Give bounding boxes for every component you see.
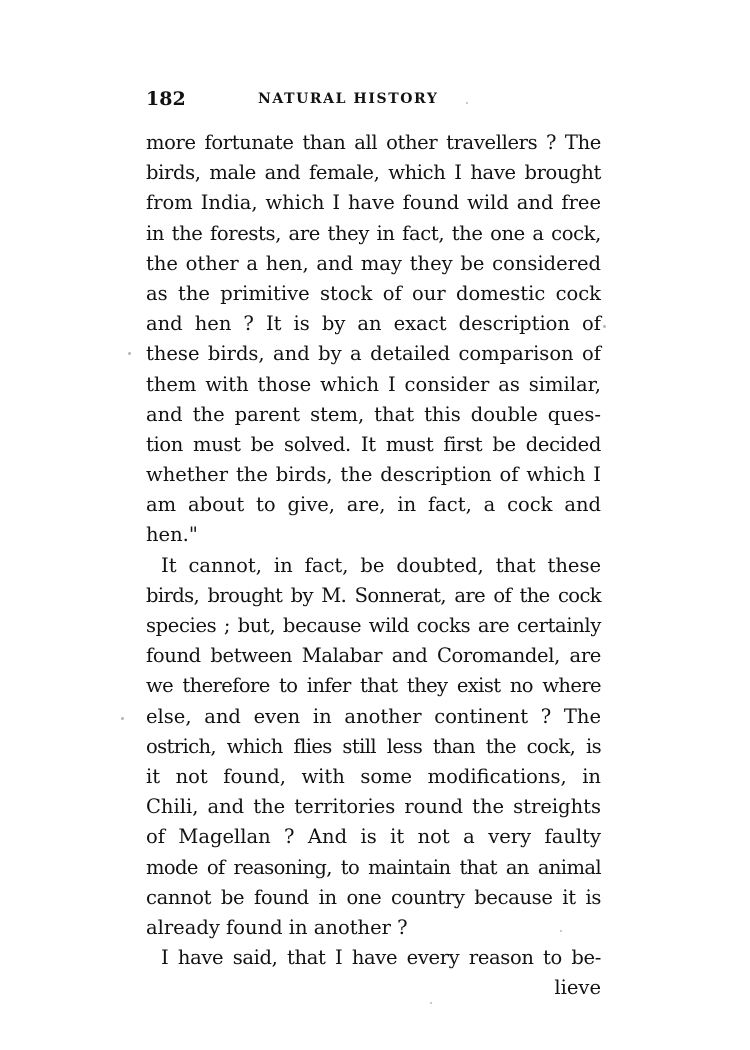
text-line: and hen ? It is by an exact description of: [146, 312, 601, 336]
text-line: in the forests, are they in fact, the one a cock,: [146, 221, 601, 245]
text-line: ostrich, which flies still less than the cock, is: [146, 734, 601, 758]
text-line: the other a hen, and may they be considered: [146, 251, 601, 275]
text-line: them with those which I consider as similar,: [146, 372, 601, 396]
text-line: we therefore to infer that they exist no where: [146, 674, 601, 698]
text-line: am about to give, are, in fact, a cock and: [146, 493, 601, 517]
text-line: and the parent stem, that this double ques-: [146, 402, 601, 426]
text-line: from India, which I have found wild and free: [146, 191, 601, 215]
paper-speck: [560, 930, 562, 932]
paper-speck: [121, 717, 124, 720]
page-number: 182: [146, 88, 186, 110]
text-line: more fortunate than all other travellers ? The: [146, 131, 601, 154]
paragraph-first-line: It cannot, in fact, be doubted, that these: [161, 553, 601, 577]
running-head: [146, 88, 466, 114]
text-line: it not found, with some modifications, in: [146, 764, 601, 788]
running-title: NATURAL HISTORY: [258, 91, 439, 107]
paper-speck: [603, 325, 606, 328]
paper-speck: [466, 102, 468, 104]
text-line: birds, male and female, which I have brought: [146, 161, 601, 185]
body-text: [146, 128, 601, 1003]
text-line: these birds, and by a detailed comparison of: [146, 342, 601, 366]
text-line: tion must be solved. It must first be decided: [146, 432, 601, 456]
paragraph-first-line: I have said, that I have every reason to be-: [161, 946, 601, 970]
text-line: as the primitive stock of our domestic cock: [146, 281, 601, 305]
text-line: whether the birds, the description of which I: [146, 463, 601, 487]
text-line: species ; but, because wild cocks are certainly: [146, 614, 601, 637]
paper-speck: [430, 1002, 432, 1004]
text-line: found between Malabar and Coromandel, are: [146, 644, 601, 668]
paper-speck: [128, 352, 131, 355]
text-line: hen.": [146, 523, 198, 547]
text-line: of Magellan ? And is it not a very faulty: [146, 825, 601, 849]
catchword: lieve: [554, 976, 601, 1000]
text-line: already found in another ?: [146, 915, 408, 939]
text-line: cannot be found in one country because it is: [146, 885, 601, 909]
text-line: Chili, and the territories round the streights: [146, 795, 601, 819]
text-line: mode of reasoning, to maintain that an animal: [146, 855, 601, 879]
text-line: birds, brought by M. Sonnerat, are of the cock: [146, 583, 601, 607]
text-line: else, and even in another continent ? The: [146, 704, 601, 728]
